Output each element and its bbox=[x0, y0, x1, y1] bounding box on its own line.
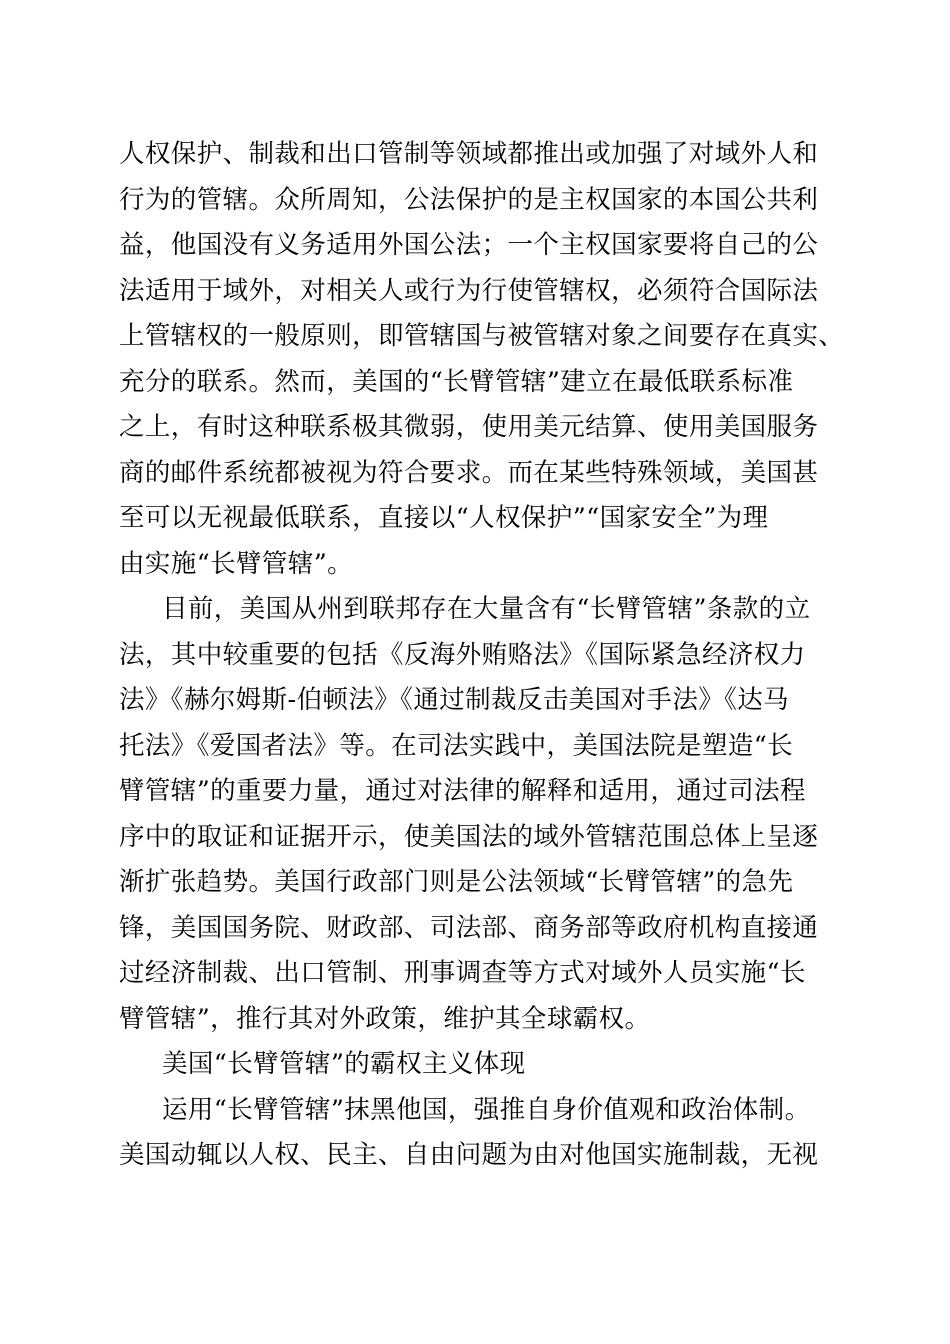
text-line: 目前，美国从州到联邦存在大量含有“长臂管辖”条款的立 bbox=[162, 594, 811, 624]
text-line: 锋，美国国务院、财政部、司法部、商务部等政府机构直接通 bbox=[119, 912, 819, 943]
text-line: 法适用于域外，对相关人或行为行使管辖权，必须符合国际法 bbox=[119, 275, 819, 306]
text-line: 渐扩张趋势。美国行政部门则是公法领域“长臂管辖”的急先 bbox=[119, 867, 794, 897]
text-line: 充分的联系。然而，美国的“长臂管辖”建立在最低联系标准 bbox=[119, 366, 794, 397]
text-line: 臂管辖”的重要力量，通过对法律的解释和适用，通过司法程 bbox=[119, 776, 806, 806]
text-line: 法》《赫尔姆斯-伯顿法》《通过制裁反击美国对手法》《达马 bbox=[119, 685, 790, 715]
text-line: 由实施“长臂管辖”。 bbox=[119, 548, 354, 579]
section-heading bbox=[119, 1042, 831, 1088]
text-line: 序中的取证和证据开示，使美国法的域外管辖范围总体上呈逐 bbox=[119, 821, 819, 852]
text-line: 商的邮件系统都被视为符合要求。而在某些特殊领域，美国甚 bbox=[119, 457, 819, 488]
text-line: 至可以无视最低联系，直接以“人权保护”“国家安全”为理 bbox=[119, 503, 769, 533]
text-line: 臂管辖”，推行其对外政策，维护其全球霸权。 bbox=[119, 1003, 651, 1034]
document-page bbox=[119, 132, 845, 1179]
text-line: 人权保护、制裁和出口管制等领域都推出或加强了对域外人和 bbox=[119, 139, 819, 169]
text-line: 运用“长臂管辖”抹黑他国，强推自身价值观和政治体制。 bbox=[162, 1094, 811, 1125]
paragraph-2 bbox=[119, 587, 831, 1042]
paragraph-3 bbox=[119, 1088, 831, 1179]
text-line: 法，其中较重要的包括《反海外贿赂法》《国际紧急经济权力 bbox=[119, 639, 806, 670]
paragraph-1 bbox=[119, 132, 845, 587]
text-line: 美国动辄以人权、民主、自由问题为由对他国实施制裁，无视 bbox=[119, 1140, 819, 1170]
heading-text: 美国“长臂管辖”的霸权主义体现 bbox=[162, 1049, 526, 1079]
text-line: 上管辖权的一般原则，即管辖国与被管辖对象之间要存在真实、 bbox=[119, 321, 845, 351]
text-line: 过经济制裁、出口管制、刑事调查等方式对域外人员实施“长 bbox=[119, 958, 806, 988]
text-line: 行为的管辖。众所周知，公法保护的是主权国家的本国公共利 bbox=[119, 184, 819, 215]
text-line: 益，他国没有义务适用外国公法；一个主权国家要将自己的公 bbox=[119, 230, 819, 260]
text-line: 之上，有时这种联系极其微弱，使用美元结算、使用美国服务 bbox=[119, 412, 819, 442]
text-line: 托法》《爱国者法》等。在司法实践中，美国法院是塑造“长 bbox=[119, 730, 794, 761]
